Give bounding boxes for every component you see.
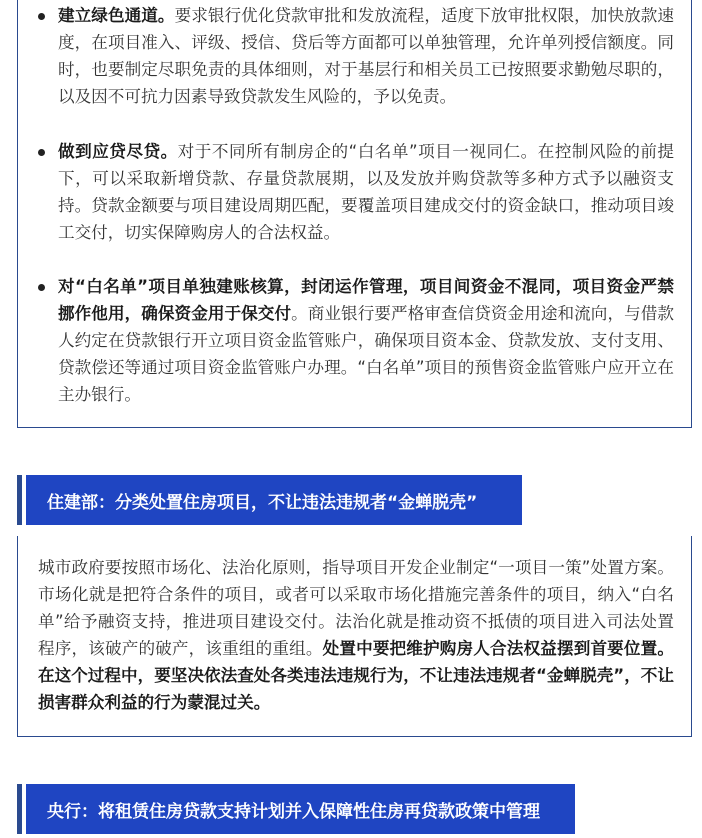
paragraph-text: 城市政府要按照市场化、法治化原则，指导项目开发企业制定“一项目一策”处置方案。市场化就是把符合条件的项目，或者可以采取市场化措施完善条件的项目，纳入“白名单”给予融资支持，推进项目建设交付。法治化就是推动资不抵债的项目进入司法处置程序，该破产的破产，该重组的重组。 [38,558,674,658]
bullet-bold-lead: 对“白名单”项目单独建账核算，封闭运作管理，项目间资金不混同，项目资金严禁挪作他用，确保资金用于保交付 [58,277,674,323]
housing-ministry-box [17,536,692,737]
section-title: 住建部：分类处置住房项目，不让违法违规者“金蝉脱壳” [47,492,478,513]
white-list-policy-box [17,0,692,428]
bullet-text: 要求银行优化贷款审批和发放流程，适度下放审批权限，加快放款速度，在项目准入、评级、授信、贷后等方面都可以单独管理，允许单列授信额度。同时，也要制定尽职免责的具体细则，对于基层行和相关员工已按照要求勤勉尽职的，以及因不可抗力因素导致贷款发生风险的，予以免责。 [58,6,675,106]
bullet-dot-icon [38,284,45,291]
housing-ministry-paragraph [38,554,674,716]
list-item [38,138,674,246]
section-title: 央行：将租赁住房贷款支持计划并入保障性住房再贷款政策中管理 [47,801,540,822]
section-header-housing-ministry [17,475,522,525]
bullet-bold-lead: 做到应贷尽贷。 [58,142,178,161]
bullet-dot-icon [38,13,45,20]
bullet-text: 。商业银行要严格审查信贷资金用途和流向，与借款人约定在贷款银行开立项目资金监管账户，确保项目资本金、贷款发放、支付支用、贷款偿还等通过项目资金监管账户办理。“白名单”项目的预售资金监管账户应开立在主办银行。 [58,304,675,404]
paragraph-bold-text: 处置中要把维护购房人合法权益摆到首要位置。在这个过程中，要坚决依法查处各类违法违规行为，不让违法违规者“金蝉脱壳”，不让损害群众利益的行为蒙混过关。 [38,639,675,712]
list-item [38,273,674,408]
section-header-central-bank [17,784,575,834]
bullet-bold-lead: 建立绿色通道。 [58,6,175,25]
bullet-text: 对于不同所有制房企的“白名单”项目一视同仁。在控制风险的前提下，可以采取新增贷款、存量贷款展期，以及发放并购贷款等多种方式予以融资支持。贷款金额要与项目建设周期匹配，要覆盖项目建成交付的资金缺口，推动项目竣工交付，切实保障购房人的合法权益。 [58,142,675,242]
bullet-dot-icon [38,149,45,156]
list-item [38,2,674,110]
